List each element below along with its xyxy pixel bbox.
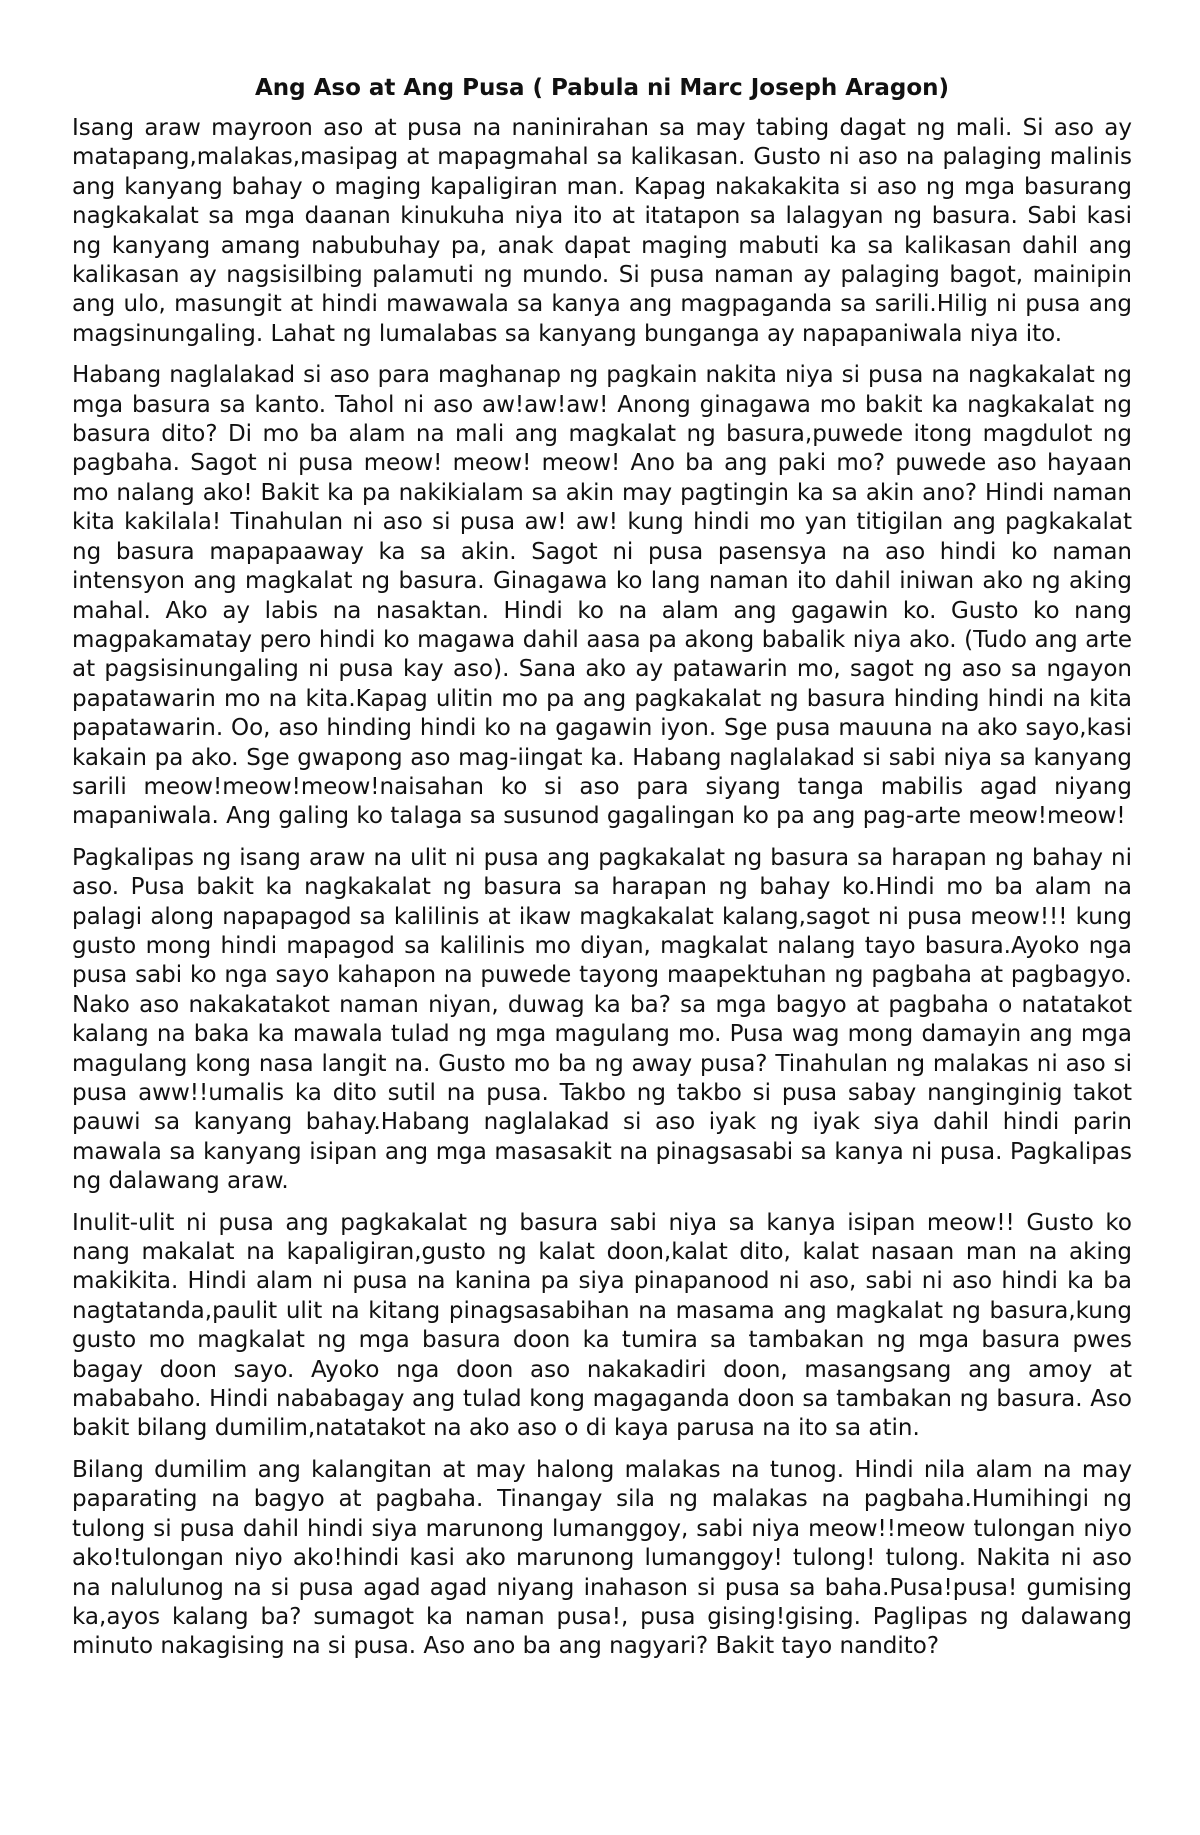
paragraph-3: Pagkalipas ng isang araw na ulit ni pusa ang pagkakalat ng basura sa harapan ng bahay ni aso. Pusa bakit ka nagkakalat ng basura sa harapan ng bahay ko.Hindi mo ba alam na palagi along napapagod sa kalilinis at ikaw magkakalat kalang,sagot ni pusa meow!!! kung gusto mong hindi mapagod sa kalilinis mo diyan, magkalat nalang tayo basura.Ayoko nga pusa sabi ko nga sayo kahapon na puwede tayong maapektuhan ng pagbaha at pagbagyo. Nako aso nakakatakot naman niyan, duwag ka ba? sa mga bagyo at pagbaha o natatakot kalang na baka ka mawala tulad ng mga magulang mo. Pusa wag mong damayin ang mga magulang kong nasa langit na. Gusto mo ba ng away pusa? Tinahulan ng malakas ni aso si pusa aww!!umalis ka dito sutil na pusa. Takbo ng takbo si pusa sabay nanginginig takot pauwi sa kanyang bahay.Habang naglalakad si aso iyak ng iyak siya dahil hindi parin mawala sa kanyang isipan ang mga masasakit na pinagsasabi sa kanya ni pusa. Pagkalipas ng dalawang araw. xyxy=(72,844,1132,1195)
paragraph-1: Isang araw mayroon aso at pusa na naninirahan sa may tabing dagat ng mali. Si aso ay matapang,malakas,masipag at mapagmahal sa kalikasan. Gusto ni aso na palaging malinis ang kanyang bahay o maging kapaligiran man. Kapag nakakakita si aso ng mga basurang nagkakalat sa mga daanan kinukuha niya ito at itatapon sa lalagyan ng basura. Sabi kasi ng kanyang amang nabubuhay pa, anak dapat maging mabuti ka sa kalikasan dahil ang kalikasan ay nagsisilbing palamuti ng mundo. Si pusa naman ay palaging bagot, mainipin ang ulo, masungit at hindi mawawala sa kanya ang magpaganda sa sarili.Hilig ni pusa ang magsinungaling. Lahat ng lumalabas sa kanyang bunganga ay napapaniwala niya ito. xyxy=(72,115,1132,347)
document-title: Ang Aso at Ang Pusa ( Pabula ni Marc Joseph Aragon) xyxy=(254,75,950,101)
document-page xyxy=(72,62,1132,1674)
paragraph-2: Habang naglalakad si aso para maghanap ng pagkain nakita niya si pusa na nagkakalat ng mga basura sa kanto. Tahol ni aso aw!aw!aw! Anong ginagawa mo bakit ka nagkakalat ng basura dito? Di mo ba alam na mali ang magkalat ng basura,puwede itong magdulot ng pagbaha. Sagot ni pusa meow! meow! meow! Ano ba ang paki mo? puwede aso hayaan mo nalang ako! Bakit ka pa nakikialam sa akin may pagtingin ka sa akin ano? Hindi naman kita kakilala! Tinahulan ni aso si pusa aw! aw! kung hindi mo yan titigilan ang pagkakalat ng basura mapapaaway ka sa akin. Sagot ni pusa pasensya na aso hindi ko naman intensyon ang magkalat ng basura. Ginagawa ko lang naman ito dahil iniwan ako ng aking mahal. Ako ay labis na nasaktan. Hindi ko na alam ang gagawin ko. Gusto ko nang magpakamatay pero hindi ko magawa dahil aasa pa akong babalik niya ako. (Tudo ang arte at pagsisinungaling ni pusa kay aso). Sana ako ay patawarin mo, sagot ng aso sa ngayon papatawarin mo na kita.Kapag ulitin mo pa ang pagkakalat ng basura hinding hindi na kita papatawarin. Oo, aso hinding hindi ko na gagawin iyon. Sge pusa mauuna na ako sayo,kasi kakain pa ako. Sge gwapong aso mag-iingat ka. Habang naglalakad si sabi niya sa kanyang sarili meow!meow!meow!naisahan ko si aso para siyang tanga mabilis agad niyang mapaniwala. Ang galing ko talaga sa susunod gagalingan ko pa ang pag-arte meow!meow! xyxy=(72,362,1132,830)
paragraph-5: Bilang dumilim ang kalangitan at may halong malakas na tunog. Hindi nila alam na may paparating na bagyo at pagbaha. Tinangay sila ng malakas na pagbaha.Humihingi ng tulong si pusa dahil hindi siya marunong lumanggoy, sabi niya meow!!meow tulongan niyo ako!tulongan niyo ako!hindi kasi ako marunong lumanggoy! tulong! tulong. Nakita ni aso na nalulunog na si pusa agad agad niyang inahason si pusa sa baha.Pusa!pusa! gumising ka,ayos kalang ba? sumagot ka naman pusa!, pusa gising!gising. Paglipas ng dalawang minuto nakagising na si pusa. Aso ano ba ang nagyari? Bakit tayo nandito? xyxy=(72,1456,1132,1660)
paragraph-4: Inulit-ulit ni pusa ang pagkakalat ng basura sabi niya sa kanya isipan meow!! Gusto ko nang makalat na kapaligiran,gusto ng kalat doon,kalat dito, kalat nasaan man na aking makikita. Hindi alam ni pusa na kanina pa siya pinapanood ni aso, sabi ni aso hindi ka ba nagtatanda,paulit ulit na kitang pinagsasabihan na masama ang magkalat ng basura,kung gusto mo magkalat ng mga basura doon ka tumira sa tambakan ng mga basura pwes bagay doon sayo. Ayoko nga doon aso nakakadiri doon, masangsang ang amoy at mababaho. Hindi nababagay ang tulad kong magaganda doon sa tambakan ng basura. Aso bakit bilang dumilim,natatakot na ako aso o di kaya parusa na ito sa atin. xyxy=(72,1209,1132,1442)
